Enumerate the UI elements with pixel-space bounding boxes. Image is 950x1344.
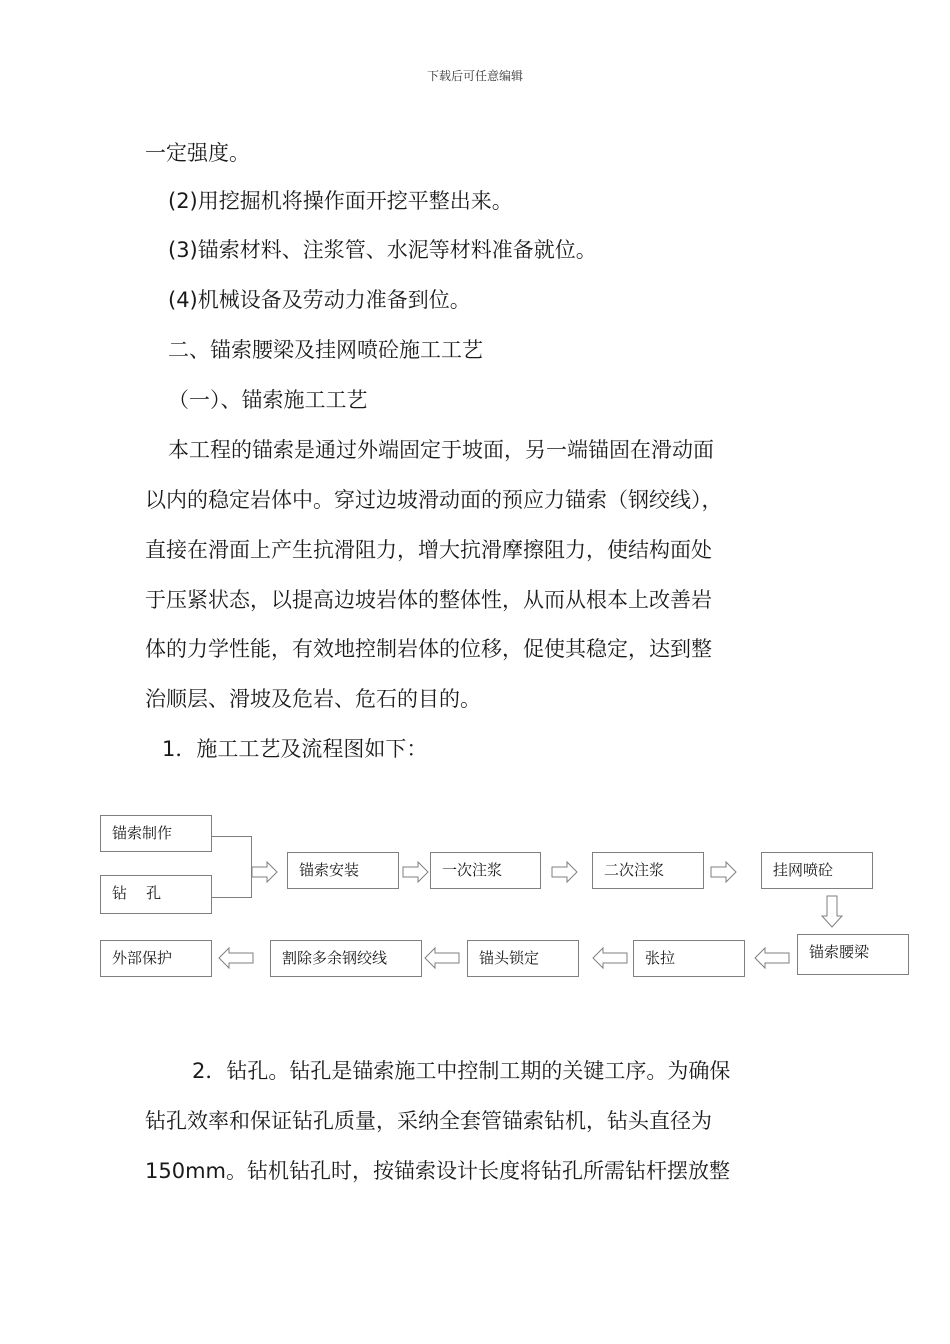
paragraph-line: (4)机械设备及劳动力准备到位。 [168,288,471,312]
flow-box-cut: 割除多余钢绞线 [270,940,422,977]
paragraph-line: 于压紧状态，以提高边坡岩体的整体性，从而从根本上改善岩 [145,588,712,612]
arrow-left-icon [424,948,460,968]
paragraph-line: 治顺层、滑坡及危岩、危石的目的。 [145,687,481,711]
flow-box-mesh: 挂网喷砼 [761,852,873,889]
paragraph-line: (3)锚索材料、注浆管、水泥等材料准备就位。 [168,238,597,262]
paragraph-line: 以内的稳定岩体中。穿过边坡滑动面的预应力锚索（钢绞线）， [145,488,723,512]
paragraph-line: (2)用挖掘机将操作面开挖平整出来。 [168,189,513,213]
flow-box-grout1: 一次注浆 [430,852,541,889]
arrow-left-icon [592,948,628,968]
arrow-left-icon [218,948,254,968]
paragraph-line: 150mm。钻机钻孔时，按锚索设计长度将钻孔所需钻杆摆放整 [145,1159,730,1183]
paragraph-line: 本工程的锚索是通过外端固定于坡面，另一端锚固在滑动面 [168,438,714,462]
paragraph-line: 体的力学性能，有效地控制岩体的位移，促使其稳定，达到整 [145,637,712,661]
page-header: 下载后可任意编辑 [426,69,523,83]
flow-box-make: 锚索制作 [100,815,212,852]
arrow-left-icon [754,948,790,968]
flow-box-install: 锚索安装 [287,852,399,889]
paragraph-line: 直接在滑面上产生抗滑阻力，增大抗滑摩擦阻力，使结构面处 [145,538,712,562]
flow-box-waist: 锚索腰梁 [797,934,909,975]
flow-box-grout2: 二次注浆 [592,852,704,889]
arrow-right-icon [403,862,429,882]
paragraph-line: 一定强度。 [145,141,250,165]
arrow-right-icon [552,862,578,882]
flow-box-protect: 外部保护 [100,940,212,977]
flow-box-lock: 锚头锁定 [467,940,579,977]
flow-box-drill: 钻 孔 [100,875,212,914]
subsection-heading: （一）、锚索施工工艺 [168,388,368,412]
section-heading: 二、锚索腰梁及挂网喷砼施工工艺 [168,338,483,362]
flowchart-caption: 1．施工工艺及流程图如下： [162,737,428,761]
arrow-down-icon [822,896,842,928]
flow-box-tension: 张拉 [633,940,745,977]
merge-connector [212,836,252,898]
paragraph-line: 钻孔效率和保证钻孔质量，采纳全套管锚索钻机，钻头直径为 [145,1109,712,1133]
paragraph-line: 2．钻孔。钻孔是锚索施工中控制工期的关键工序。为确保 [192,1059,731,1083]
arrow-right-icon [711,862,737,882]
arrow-right-icon [252,862,278,882]
